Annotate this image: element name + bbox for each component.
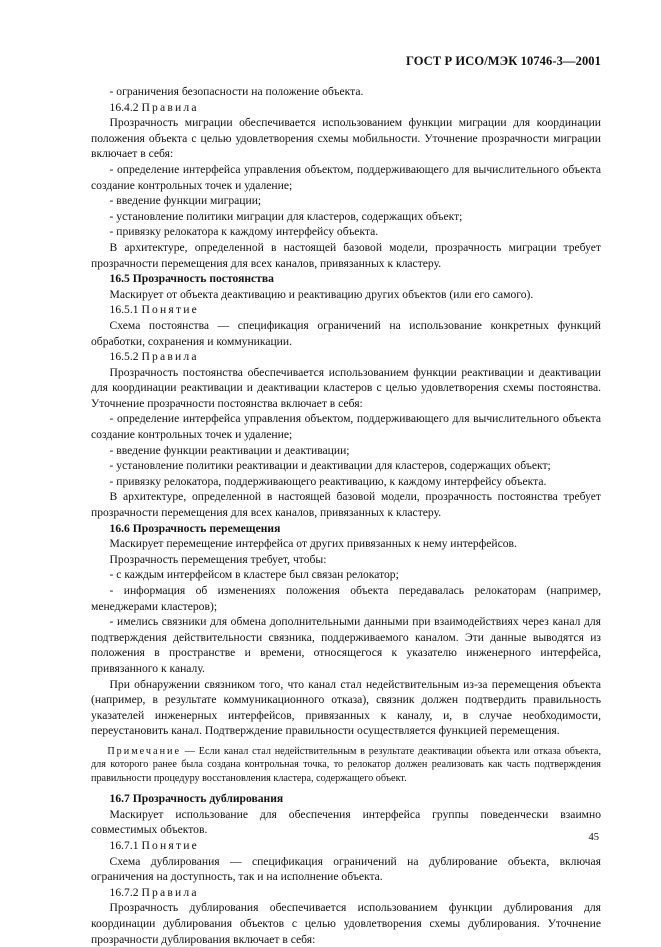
body-paragraph: При обнаружении связником того, что канал стал недействительным из-за перемещения объекта (например, в результате коммуникационного отказа), связник должен подтвердить правильность указателей инженерных интерфейсов, привязанных к каналу, и, в случае необходимости, переустановить канал. Подтверждение правильности осуществляется функцией перемещения.: [91, 677, 601, 738]
subsection-number: 16.5.2: [109, 350, 139, 364]
body-paragraph: - привязку релокатора к каждому интерфейсу объекта.: [109, 225, 379, 239]
subsection-number: 16.4.2: [109, 100, 139, 114]
body-paragraph: Прозрачность дублирования обеспечивается использованием функции дублирования для координации дублирования объектов с целью удовлетворения схемы дублирования. Уточнение прозрачности дублирования включает в себя:: [91, 901, 601, 946]
subsection-number: 16.7.1: [109, 838, 139, 852]
body-paragraph: - определение интерфейса управления объектом, поддерживающего для вычислительного объекта создание контрольных точек и удаление;: [91, 162, 601, 192]
subsection-title: Правила: [141, 100, 199, 114]
page-header: ГОСТ Р ИСО/МЭК 10746-3—2001: [405, 54, 601, 68]
body-paragraph: - информация об изменениях положения объекта передавалась релокаторам (например, менеджерами кластеров);: [91, 584, 601, 613]
page-number: 45: [588, 832, 599, 843]
subsection-number: 16.5.1: [109, 303, 139, 317]
section-heading: 16.5 Прозрачность постоянства: [109, 272, 274, 286]
subsection-heading: [91, 838, 601, 854]
body-paragraph: Схема постоянства — спецификация ограничений на использование конкретных функций обработки, сохранения и коммуникации.: [91, 318, 601, 348]
subsection-title: Правила: [141, 885, 199, 899]
body-paragraph: В архитектуре, определенной в настоящей базовой модели, прозрачность постоянства требует прозрачности перемещения для всех каналов, привязанных к кластеру.: [91, 490, 601, 520]
body-paragraph: - введение функции реактивации и деактивации;: [109, 443, 350, 457]
body-paragraph: Прозрачность миграции обеспечивается использованием функции миграции для координации положения объекта с целью удовлетворения схемы мобильности. Уточнение прозрачности миграции включает в себя:: [91, 116, 601, 161]
body-paragraph: - введение функции миграции;: [109, 194, 262, 208]
body-paragraph: Схема дублирования — спецификация ограничений на дублирование объекта, включая ограничения на доступность, так и на исполнение объекта.: [91, 854, 601, 884]
subsection-number: 16.7.2: [109, 885, 139, 899]
body-paragraph: - имелись связники для обмена дополнительными данными при взаимодействиях через канал для подтверждения действительности связника, поддерживаемого каналом. Эти данные выводятся из положения в пространстве и времени, относящегося к указателю инженерного интерфейса, привязанного к каналу.: [91, 615, 601, 675]
body-paragraph: - с каждым интерфейсом в кластере был связан релокатор;: [109, 568, 399, 582]
note-text: — Если канал стал недействительным в результате деактивации объекта или отказа объекта, для которого ранее была создана контрольная точка, то релокатор должен реализовать как часть подтверждения правильности процедуру восстановления кластера, содержащего объект.: [91, 745, 601, 784]
subsection-heading: [91, 302, 601, 318]
subsection-heading: [91, 885, 601, 901]
section-heading: 16.7 Прозрачность дублирования: [109, 792, 284, 806]
document-body: [91, 84, 601, 947]
body-paragraph: - ограничения безопасности на положение объекта.: [109, 85, 364, 98]
subsection-title: Понятие: [141, 838, 199, 852]
body-paragraph: Маскирует перемещение интерфейса от других привязанных к нему интерфейсов.: [109, 537, 517, 551]
note-paragraph: [91, 745, 601, 785]
body-paragraph: - установление политики миграции для кластеров, содержащих объект;: [109, 209, 463, 223]
body-paragraph: Маскирует использование для обеспечения интерфейса группы поведенчески взаимно совместимых объектов.: [91, 807, 601, 837]
subsection-heading: [91, 100, 601, 116]
body-paragraph: Прозрачность перемещения требует, чтобы:: [109, 552, 327, 566]
subsection-heading: [91, 349, 601, 365]
subsection-title: Правила: [141, 350, 199, 364]
body-paragraph: - установление политики реактивации и деактивации для кластеров, содержащих объект;: [109, 459, 551, 473]
body-paragraph: В архитектуре, определенной в настоящей базовой модели, прозрачность миграции требует прозрачности перемещения для всех каналов, привязанных к кластеру.: [91, 240, 601, 270]
subsection-title: Понятие: [141, 303, 199, 317]
section-heading: 16.6 Прозрачность перемещения: [109, 521, 281, 535]
body-paragraph: Прозрачность постоянства обеспечивается использованием функции реактивации и деактивации для координации реактивации и деактивации кластеров с целью удовлетворения схемы постоянства. Уточнение прозрачности постоянства включает в себя:: [91, 365, 601, 410]
note-label: Примечание: [107, 745, 182, 757]
body-paragraph: Маскирует от объекта деактивацию и реактивацию других объектов (или его самого).: [109, 287, 534, 301]
body-paragraph: - определение интерфейса управления объектом, поддерживающего для вычислительного объекта создание контрольных точек и удаление;: [91, 412, 601, 442]
body-paragraph: - привязку релокатора, поддерживающего реактивацию, к каждому интерфейсу объекта.: [109, 474, 547, 488]
